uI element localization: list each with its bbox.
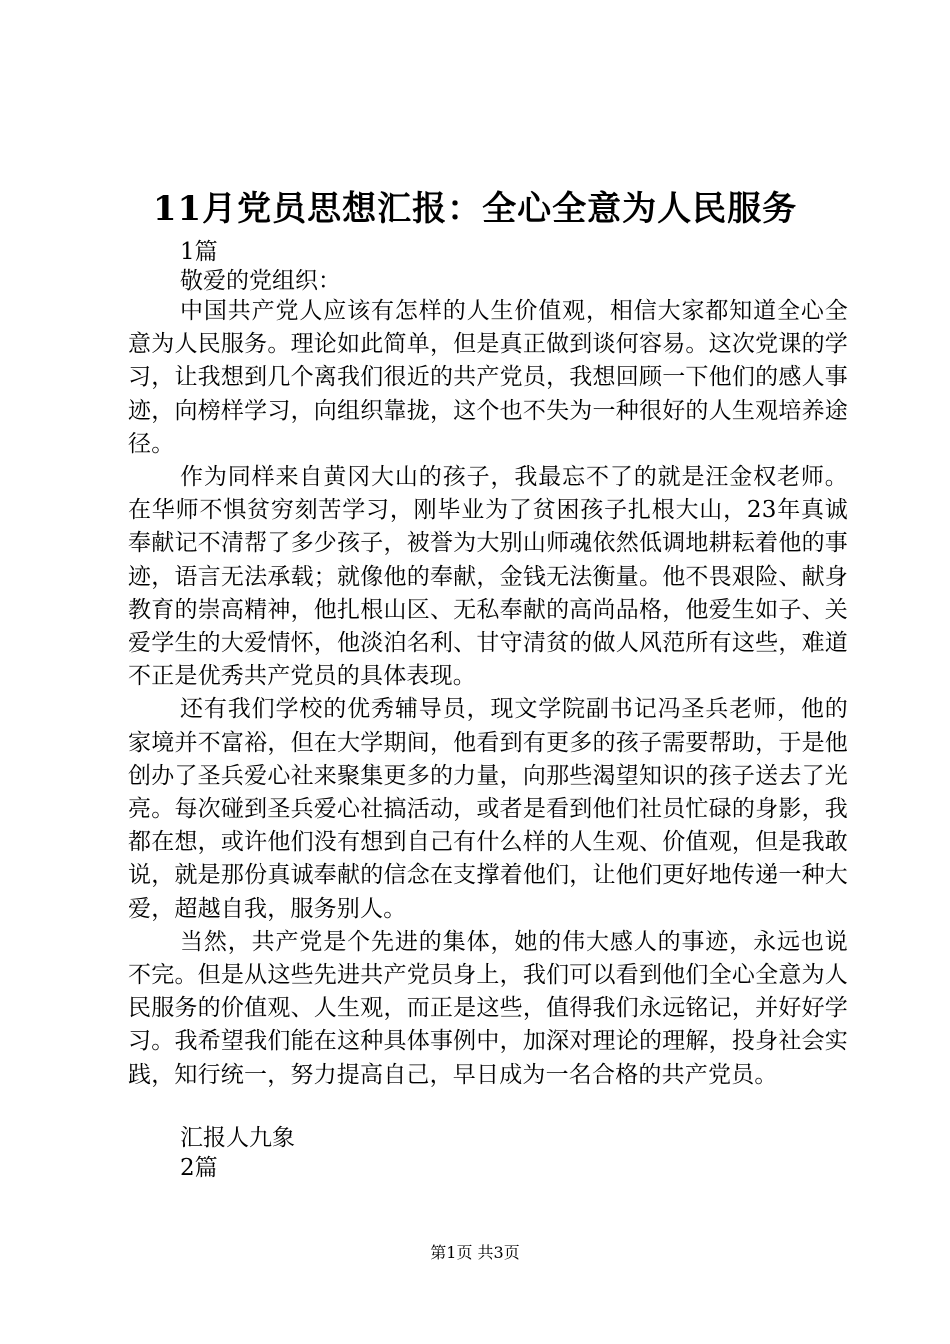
section-label-1: 1篇 xyxy=(180,239,218,265)
signature: 汇报人九象 xyxy=(180,1125,295,1151)
page-footer: 第1页 共3页 xyxy=(430,1243,520,1262)
document-title: 11月党员思想汇报：全心全意为人民服务 xyxy=(152,189,798,229)
paragraph-3: 还有我们学校的优秀辅导员，现文学院副书记冯圣兵老师，他的家境并不富裕，但在大学期间，他看到有更多的孩子需要帮助，于是他创办了圣兵爱心社来聚集更多的力量，向那些渴望知识的孩子送去了光亮。每次碰到圣兵爱心社搞活动，或者是看到他们社员忙碌的身影，我都在想，或许他们没有想到自己有什么样的人生观、价值观，但是我敢说，就是那份真诚奉献的信念在支撑着他们，让他们更好地传递一种大爱，超越自我，服务别人。 xyxy=(128,696,848,922)
section-label-2: 2篇 xyxy=(180,1155,218,1181)
paragraph-1: 中国共产党人应该有怎样的人生价值观，相信大家都知道全心全意为人民服务。理论如此简单，但是真正做到谈何容易。这次党课的学习，让我想到几个离我们很近的共产党员，我想回顾一下他们的感人事迹，向榜样学习，向组织靠拢，这个也不失为一种很好的人生观培养途径。 xyxy=(128,298,848,457)
salutation: 敬爱的党组织： xyxy=(180,268,341,294)
document-body xyxy=(128,295,848,1092)
paragraph-4: 当然，共产党是个先进的集体，她的伟大感人的事迹，永远也说不完。但是从这些先进共产党员身上，我们可以看到他们全心全意为人民服务的价值观、人生观，而正是这些，值得我们永远铭记，并好好学习。我希望我们能在这种具体事例中，加深对理论的理解，投身社会实践，知行统一，努力提高自己，早日成为一名合格的共产党员。 xyxy=(128,928,848,1088)
paragraph-2: 作为同样来自黄冈大山的孩子，我最忘不了的就是汪金权老师。在华师不惧贫穷刻苦学习，刚毕业为了贫困孩子扎根大山，23年真诚奉献记不清帮了多少孩子，被誉为大别山师魂依然低调地耕耘着他的事迹，语言无法承载；就像他的奉献，金钱无法衡量。他不畏艰险、献身教育的崇高精神，他扎根山区、无私奉献的高尚品格，他爱生如子、关爱学生的大爱情怀，他淡泊名利、甘守清贫的做人风范所有这些，难道不正是优秀共产党员的具体表现。 xyxy=(128,464,848,690)
